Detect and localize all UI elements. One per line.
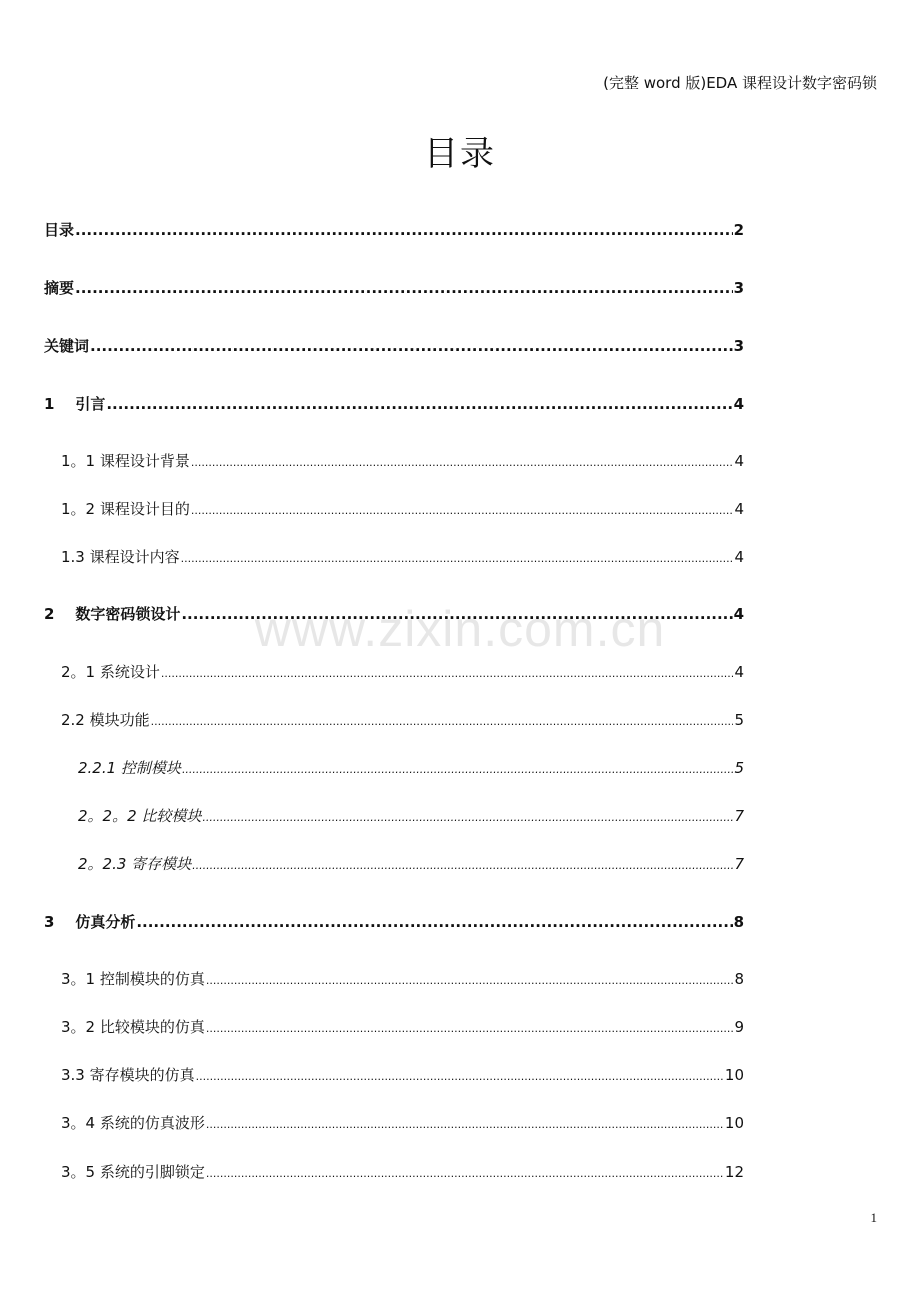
dot-leader bbox=[202, 811, 733, 824]
dot-leader bbox=[182, 763, 734, 776]
toc-entry-label: 3。1 控制模块的仿真 bbox=[61, 970, 205, 988]
toc-entry-label: 3.3 寄存模块的仿真 bbox=[61, 1066, 195, 1084]
dot-leader bbox=[206, 1118, 724, 1131]
dot-leader bbox=[136, 913, 732, 931]
toc-entry-label: 2.2 模块功能 bbox=[61, 711, 150, 729]
toc-entry-label: 3。4 系统的仿真波形 bbox=[61, 1114, 205, 1132]
running-header: (完整 word 版)EDA 课程设计数字密码锁 bbox=[603, 74, 877, 92]
watermark: www.zixin.com.cn bbox=[254, 601, 666, 657]
toc-entry-label: 2。2.3 寄存模块 bbox=[78, 855, 192, 873]
dot-leader bbox=[191, 504, 734, 517]
toc-entry[interactable] bbox=[61, 968, 744, 990]
toc-entry[interactable] bbox=[61, 546, 744, 568]
toc-entry-label: 关键词 bbox=[44, 337, 90, 355]
dot-leader bbox=[206, 1022, 734, 1035]
toc-entry-label: 2.2.1 控制模块 bbox=[78, 759, 181, 777]
toc-entry-page: 2 bbox=[733, 221, 744, 239]
toc-entry-label: 2 数字密码锁设计 bbox=[44, 605, 181, 623]
toc-entry[interactable] bbox=[61, 1161, 744, 1183]
toc-entry-label: 2。2。2 比较模块 bbox=[78, 807, 202, 825]
toc-entry[interactable] bbox=[61, 709, 744, 731]
toc-entry-page: 7 bbox=[734, 855, 744, 873]
toc-entry-page: 3 bbox=[733, 279, 744, 297]
toc-entry-label: 3 仿真分析 bbox=[44, 913, 136, 931]
toc-entry[interactable] bbox=[78, 805, 744, 827]
toc-entry-page: 4 bbox=[734, 500, 744, 518]
toc-entry-label: 1。1 课程设计背景 bbox=[61, 452, 190, 470]
toc-entry-page: 9 bbox=[734, 1018, 744, 1036]
toc-entry[interactable] bbox=[61, 661, 744, 683]
toc-entry-label: 3。5 系统的引脚锁定 bbox=[61, 1163, 205, 1181]
dot-leader bbox=[181, 605, 732, 623]
toc-entry-page: 4 bbox=[734, 548, 744, 566]
toc-entry-label: 3。2 比较模块的仿真 bbox=[61, 1018, 205, 1036]
toc-entry[interactable] bbox=[61, 1064, 744, 1086]
toc-entry[interactable] bbox=[44, 219, 744, 241]
toc-entry-label: 目录 bbox=[44, 221, 75, 239]
dot-leader bbox=[75, 279, 733, 297]
toc-entry-page: 10 bbox=[724, 1114, 744, 1132]
toc-entry-label: 1 引言 bbox=[44, 395, 106, 413]
dot-leader bbox=[151, 715, 734, 728]
toc-entry-page: 12 bbox=[724, 1163, 744, 1181]
page-number: 1 bbox=[870, 1210, 877, 1225]
toc-entry-page: 4 bbox=[733, 605, 744, 623]
dot-leader bbox=[161, 667, 734, 680]
toc-entry-label: 摘要 bbox=[44, 279, 75, 297]
toc-entry[interactable] bbox=[44, 911, 744, 933]
toc-entry-page: 3 bbox=[733, 337, 744, 355]
toc-entry-page: 4 bbox=[734, 663, 744, 681]
toc-entry-label: 2。1 系统设计 bbox=[61, 663, 160, 681]
toc-entry[interactable] bbox=[61, 498, 744, 520]
toc-entry[interactable] bbox=[44, 277, 744, 299]
toc-entry-page: 10 bbox=[724, 1066, 744, 1084]
toc-entry[interactable] bbox=[44, 335, 744, 357]
toc-entry[interactable] bbox=[44, 603, 744, 625]
toc-entry-page: 5 bbox=[734, 759, 744, 777]
toc-entry-page: 8 bbox=[733, 913, 744, 931]
dot-leader bbox=[206, 974, 734, 987]
dot-leader bbox=[191, 456, 734, 469]
toc-entry[interactable] bbox=[61, 1016, 744, 1038]
dot-leader bbox=[75, 221, 733, 239]
dot-leader bbox=[192, 859, 733, 872]
toc-entry-page: 5 bbox=[734, 711, 744, 729]
toc-entry[interactable] bbox=[61, 450, 744, 472]
toc-entry-label: 1。2 课程设计目的 bbox=[61, 500, 190, 518]
dot-leader bbox=[181, 552, 734, 565]
toc-entry-page: 8 bbox=[734, 970, 744, 988]
dot-leader bbox=[106, 395, 732, 413]
toc-title: 目录 bbox=[424, 134, 496, 174]
toc-entry[interactable] bbox=[78, 853, 744, 875]
toc-entry-label: 1.3 课程设计内容 bbox=[61, 548, 180, 566]
toc-entry-page: 4 bbox=[734, 452, 744, 470]
toc-entry-page: 7 bbox=[734, 807, 744, 825]
dot-leader bbox=[90, 337, 733, 355]
dot-leader bbox=[206, 1167, 724, 1180]
toc-entry[interactable] bbox=[78, 757, 744, 779]
dot-leader bbox=[196, 1070, 724, 1083]
toc-entry[interactable] bbox=[44, 393, 744, 415]
toc-entry-page: 4 bbox=[733, 395, 744, 413]
toc-entry[interactable] bbox=[61, 1112, 744, 1134]
